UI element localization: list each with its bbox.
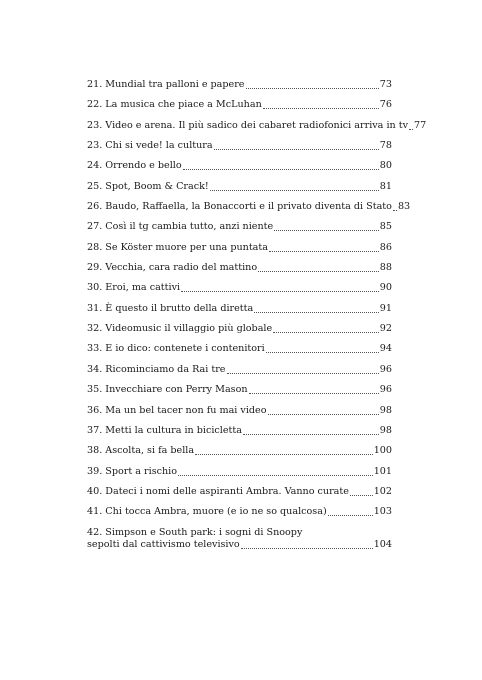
- toc-entry-title: 23. Video e arena. Il più sadico dei cabaret radiofonici arriva in tv: [87, 119, 409, 131]
- toc-entry: [87, 303, 392, 315]
- dot-leader: [273, 332, 379, 333]
- toc-entry: [87, 282, 392, 294]
- toc-entry-page-number: 76: [379, 99, 392, 111]
- toc-entry-title: 22. La musica che piace a McLuhan: [87, 99, 262, 111]
- toc-entry-page-number: 94: [379, 343, 392, 355]
- toc-entry: [87, 242, 392, 254]
- toc-entry: [87, 140, 392, 152]
- dot-leader: [249, 393, 379, 394]
- toc-entry-page-number: 90: [379, 282, 392, 294]
- toc-entry: [87, 425, 392, 437]
- toc-entry: [87, 364, 392, 376]
- toc-entry-title: 34. Ricominciamo da Rai tre: [87, 363, 226, 375]
- dot-leader: [274, 230, 379, 231]
- toc-entry-page-number: 98: [379, 424, 392, 436]
- toc-entry-title: 28. Se Köster muore per una puntata: [87, 241, 268, 253]
- dot-leader: [227, 373, 379, 374]
- dot-leader: [258, 271, 379, 272]
- toc-entry-page-number: 88: [379, 262, 392, 274]
- toc-entry: [87, 79, 392, 91]
- toc-entry-page-number: 92: [379, 323, 392, 335]
- toc-entry-page-number: 83: [397, 201, 411, 213]
- toc-entry-title: 35. Invecchiare con Perry Mason: [87, 384, 248, 396]
- toc-entry-title-continued: sepolti dal cattivismo televisivo: [87, 538, 240, 550]
- toc-entry-page-number: 98: [379, 404, 392, 416]
- toc-entry-page-number: 103: [373, 506, 392, 518]
- toc-entry-page-number: 100: [373, 445, 392, 457]
- toc-entry: [87, 221, 392, 233]
- toc-entry-title: 29. Vecchia, cara radio del mattino: [87, 262, 258, 274]
- toc-entry: [87, 201, 411, 213]
- toc-entry-title: 26. Baudo, Raffaella, la Bonaccorti e il privato diventa di Stato: [87, 201, 392, 213]
- toc-entry-title: 36. Ma un bel tacer non fu mai video: [87, 404, 267, 416]
- toc-entry-title: 24. Orrendo e bello: [87, 160, 182, 172]
- dot-leader: [246, 88, 379, 89]
- toc-entry-title: 32. Videomusic il villaggio più globale: [87, 323, 273, 335]
- toc-entry: [87, 486, 392, 498]
- toc-entry-title: 33. E io dico: contenete i contenitori: [87, 343, 265, 355]
- dot-leader: [183, 169, 379, 170]
- toc-entry: [87, 160, 392, 172]
- dot-leader: [266, 352, 379, 353]
- toc-entry: [87, 527, 392, 551]
- toc-entry: [87, 343, 392, 355]
- toc-entry-title: 27. Così il tg cambia tutto, anzi niente: [87, 221, 274, 233]
- dot-leader: [243, 434, 379, 435]
- toc-entry: [87, 181, 392, 193]
- toc-entry-page-number: 73: [379, 79, 392, 90]
- dot-leader: [268, 414, 379, 415]
- dot-leader: [350, 495, 373, 496]
- toc-entry-page-number: 102: [373, 485, 392, 497]
- dot-leader: [178, 475, 373, 476]
- toc-entry-title: 25. Spot, Boom & Crack!: [87, 180, 209, 192]
- toc-entry-page-number: 78: [379, 140, 392, 152]
- dot-leader: [210, 190, 379, 191]
- toc-entry-title: 39. Sport a rischio: [87, 465, 178, 477]
- dot-leader: [214, 149, 379, 150]
- toc-entry-page-number: 81: [379, 180, 392, 192]
- dot-leader: [254, 312, 379, 313]
- dot-leader: [269, 251, 379, 252]
- toc-entry: [87, 119, 427, 132]
- dot-leader: [393, 210, 397, 211]
- toc-entry-title: 23. Chi si vede! la cultura: [87, 140, 213, 152]
- toc-entry-page-number: 80: [379, 160, 392, 172]
- toc-entry: [87, 384, 392, 396]
- toc-entry-page-number: 85: [379, 221, 392, 233]
- toc-entry: [87, 506, 392, 518]
- toc-entry-title: 42. Simpson e South park: i sogni di Snoopy: [87, 526, 303, 538]
- dot-leader: [409, 129, 413, 130]
- toc-entry-title: 38. Ascolta, si fa bella: [87, 445, 195, 457]
- toc-entry: [87, 262, 392, 274]
- toc-entry-page-number: 77: [414, 119, 427, 131]
- toc-entry-title: 30. Eroi, ma cattivi: [87, 282, 181, 294]
- dot-leader: [195, 454, 373, 455]
- dot-leader: [181, 291, 379, 292]
- toc-entry: [87, 405, 392, 417]
- toc-entry-title: 41. Chi tocca Ambra, muore (e io ne so qualcosa): [87, 506, 327, 518]
- toc-entry-title: 31. È questo il brutto della diretta: [87, 302, 254, 314]
- toc-entry-page-number: 104: [373, 538, 392, 550]
- toc-entry-title: 37. Metti la cultura in bicicletta: [87, 424, 242, 436]
- toc-entry-page-number: 96: [379, 363, 392, 375]
- toc-entry: [87, 466, 392, 478]
- toc-entry-title: 21. Mundial tra palloni e papere: [87, 79, 245, 90]
- toc-entry: [87, 99, 392, 111]
- toc-entry-page-number: 96: [379, 384, 392, 396]
- toc-entry-title: 40. Dateci i nomi delle aspiranti Ambra. Vanno curate: [87, 485, 349, 497]
- toc-entry-page-number: 86: [379, 241, 392, 253]
- toc-entry-page-number: 101: [373, 465, 392, 477]
- toc-entry: [87, 445, 392, 457]
- dot-leader: [328, 515, 373, 516]
- toc-entry-page-number: 91: [379, 302, 392, 314]
- toc-entry-continuation: [87, 539, 392, 551]
- dot-leader: [241, 548, 373, 549]
- dot-leader: [263, 108, 379, 109]
- table-of-contents: [87, 79, 427, 559]
- toc-entry: [87, 323, 392, 335]
